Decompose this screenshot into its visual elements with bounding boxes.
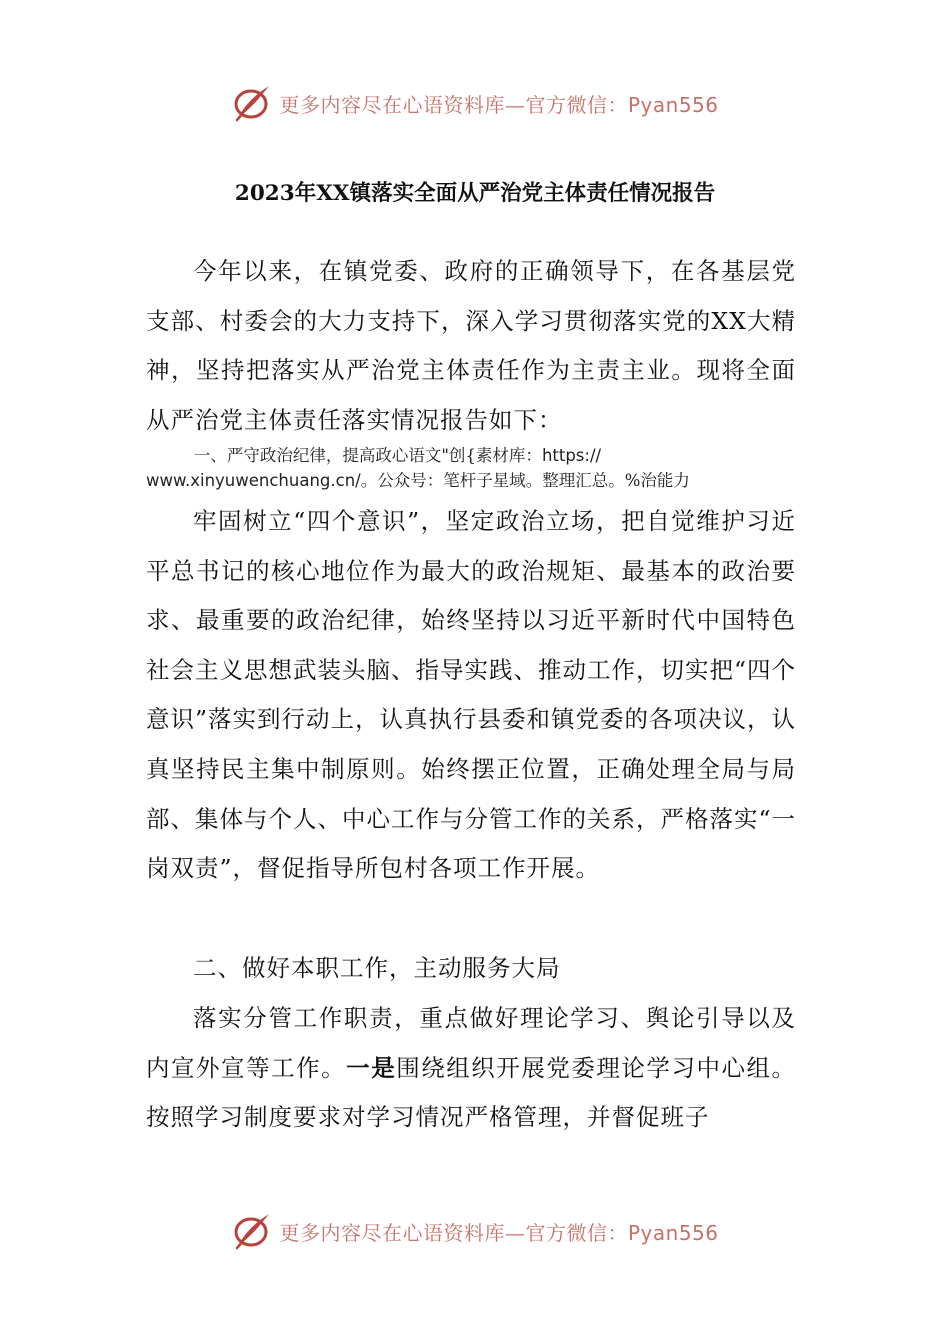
paragraph-two-block — [146, 994, 796, 1143]
emphasis-first: 一是 — [346, 1053, 397, 1082]
quill-pen-logo-icon — [231, 1210, 273, 1252]
quill-pen-logo-icon — [231, 82, 273, 124]
section-two-heading-block — [146, 944, 796, 994]
header-banner — [0, 78, 950, 128]
header-banner-text: 更多内容尽在心语资料库—官方微信：Pyan556 — [279, 92, 719, 117]
document-title: 2023年XX镇落实全面从严治党主体责任情况报告 — [234, 181, 716, 206]
section-one-note — [146, 443, 796, 493]
intro-paragraph: 今年以来，在镇党委、政府的正确领导下，在各基层党支部、村委会的大力支持下，深入学习贯彻落实党的XX大精神，坚持把落实从严治党主体责任作为主责主业。现将全面从严治党主体责任落实情况报告如下： — [146, 257, 796, 434]
section-two-heading: 二、做好本职工作，主动服务大局 — [193, 954, 561, 982]
footer-banner — [0, 1206, 950, 1256]
note-line-2: www.xinyuwenchuang.cn/。公众号：笔杆子星域。整理汇总。%治能力 — [146, 471, 690, 490]
paragraph-two: 落实分管工作职责，重点做好理论学习、舆论引导以及内宣外宣等工作。一是围绕组织开展党委理论学习中心组。按照学习制度要求对学习情况严格管理，并督促班子 — [146, 1004, 797, 1132]
footer-banner-text: 更多内容尽在心语资料库—官方微信：Pyan556 — [279, 1220, 719, 1245]
paragraph-one-block — [146, 497, 796, 894]
intro-block — [146, 247, 796, 445]
paragraph-one: 牢固树立“四个意识”，坚定政治立场，把自觉维护习近平总书记的核心地位作为最大的政治规矩、最基本的政治要求、最重要的政治纪律，始终坚持以习近平新时代中国特色社会主义思想武装头脑、指导实践、推动工作，切实把“四个意识”落实到行动上，认真执行县委和镇党委的各项决议，认真坚持民主集中制原则。始终摆正位置，正确处理全局与局部、集体与个人、中心工作与分管工作的关系，严格落实“一岗双责”，督促指导所包村各项工作开展。 — [146, 507, 797, 883]
note-line-1: 一、严守政治纪律，提高政心语文"创{素材库：https:// — [193, 446, 602, 465]
